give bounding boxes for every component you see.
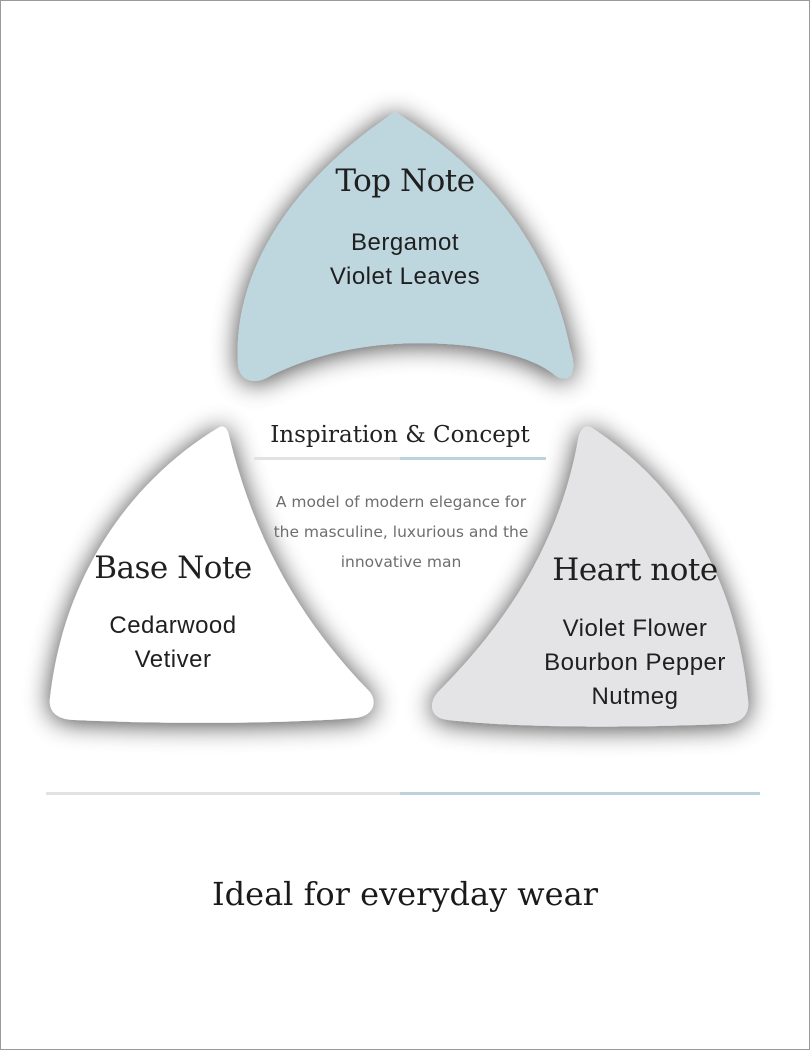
footer-divider-left	[46, 792, 400, 795]
inspiration-divider-left	[254, 457, 400, 460]
top-note-title: Top Note	[335, 163, 475, 199]
heart-note-item: Bourbon Pepper	[544, 649, 726, 676]
base-note-item: Vetiver	[134, 646, 212, 673]
footer-divider-right	[400, 792, 760, 795]
top-note-item: Violet Leaves	[329, 263, 481, 290]
base-note-item: Cedarwood	[109, 612, 237, 639]
inspiration-divider-right	[400, 457, 546, 460]
heart-note-item: Nutmeg	[591, 683, 679, 710]
heart-note-title: Heart note	[552, 552, 718, 588]
inspiration-line: innovative man	[340, 553, 462, 571]
inspiration-title: Inspiration & Concept	[270, 422, 530, 448]
inspiration-line: the masculine, luxurious and the	[273, 523, 529, 541]
base-note-title: Base Note	[94, 550, 252, 586]
heart-note-item: Violet Flower	[562, 615, 708, 642]
footer-tagline: Ideal for everyday wear	[212, 875, 598, 913]
heart-note-list	[510, 612, 760, 714]
top-note-item: Bergamot	[350, 229, 460, 256]
inspiration-line: A model of modern elegance for	[275, 493, 527, 511]
inspiration-text	[240, 487, 562, 577]
base-note-list	[48, 609, 298, 677]
top-note-list	[280, 226, 530, 294]
